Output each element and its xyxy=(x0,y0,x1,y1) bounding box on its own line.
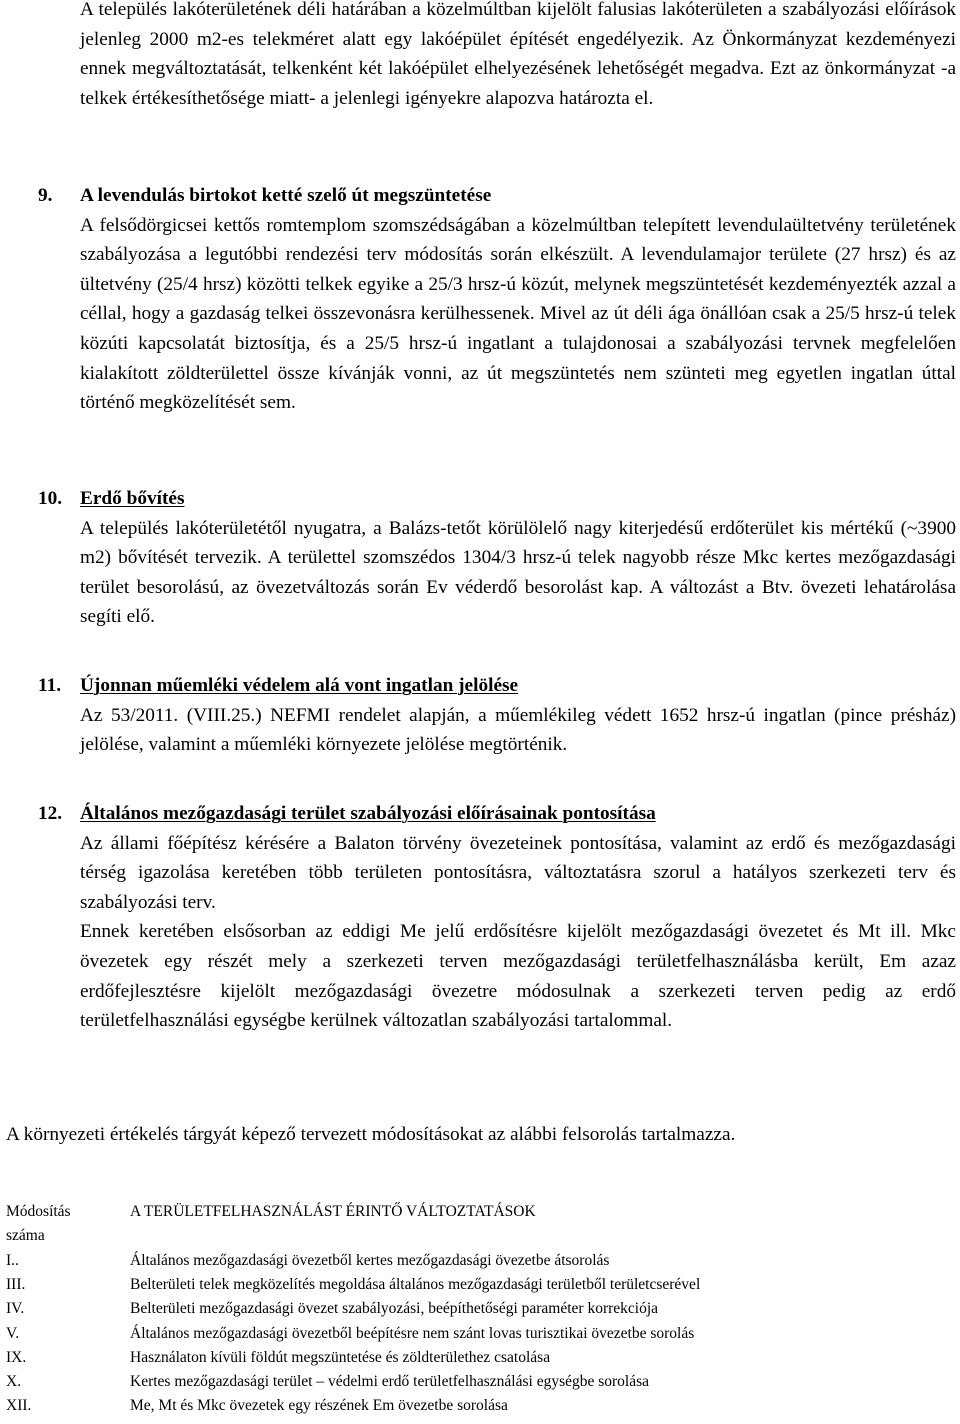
section-body: Az állami főépítész kérésére a Balaton törvény övezeteinek pontosítása, valamint az erdő és mezőgazdasági térség igazolása keretében több területen pontosításra, változtatásra szorul a hatályos szerkezeti terv és szabályozási terv. xyxy=(80,832,956,913)
section-title: Erdő bővítés xyxy=(80,488,185,509)
row-description: Me, Mt és Mkc övezetek egy részének Em övezetbe sorolása xyxy=(130,1397,508,1415)
row-number: XII. xyxy=(6,1397,32,1415)
section-9 xyxy=(38,181,956,418)
intro-paragraph: A település lakóterületének déli határában a közelmúltban kijelölt falusias lakóterületen a szabályozási előírások jelenleg 2000 m2-es telekméret alatt egy lakóépület építését engedélyezik. Az Önkormányzat kezdeményezi ennek megváltoztatását, telkenként két lakóépület elhelyezésének lehetőségét megadva. Ezt az önkormányzat -a telkek értékesíthetősége miatt- a jelenlegi igényekre alapozva határozta el. xyxy=(80,0,956,109)
header-col2: A TERÜLETFELHASZNÁLÁST ÉRINTŐ VÁLTOZTATÁSOK xyxy=(130,1203,536,1220)
section-heading xyxy=(38,799,956,829)
section-body: A felsődörgicsei kettős romtemplom szomszédságában a közelmúltban telepített levendulaültetvény területének szabályozása a legutóbbi rendezési terv módosítás során elkészült. A levendulamajor területe (27 hrsz) és az ültetvény (25/4 hrsz) közötti telkek egyike a 25/3 hrsz-ú közút, melynek megszüntetését kezdeményezték azzal a céllal, hogy a gazdaság telkei összevonásra kerülhessenek. Mivel az út déli ága önállóan csak a 25/5 hrsz-ú telek közúti kapcsolatát biztosítja, és a 25/5 hrsz-ú ingatlant a tulajdonosai a szabályozási tervnek megfelelően kialakított zöldterülettel össze kívánják vonni, az út megszüntetés nem szünteti meg egyetlen ingatlan úttal történő megközelítését sem. xyxy=(80,214,956,414)
row-number: IX. xyxy=(6,1348,27,1366)
row-number: IV. xyxy=(6,1300,25,1318)
section-number: 11. xyxy=(38,675,62,696)
section-title: A levendulás birtokot ketté szelő út megszüntetése xyxy=(80,185,492,206)
header-col1-line1: Módosítás xyxy=(6,1203,71,1220)
section-heading xyxy=(38,484,956,514)
section-title: Általános mezőgazdasági terület szabályozási előírásainak pontosítása xyxy=(80,803,656,824)
section-body-continued: Ennek keretében elsősorban az eddigi Me jelű erdősítésre kijelölt mezőgazdasági övezetet és Mt ill. Mkc övezetek egy részét mely a szerkezeti terven mezőgazdasági területfelhasználásba került, Em azaz erdőfejlesztésre kijelölt mezőgazdasági övezetre módosulnak a szerkezeti terven pedig az erdő területfelhasználási egységbe kerülnek változatlan szabályozási tartalommal. xyxy=(80,921,956,1032)
section-number: 10. xyxy=(38,488,63,509)
section-body: Az 53/2011. (VIII.25.) NEFMI rendelet alapján, a műemlékileg védett 1652 hrsz-ú ingatlan (pince présház) jelölése, valamint a műemléki környezete jelölése megtörténik. xyxy=(80,704,956,756)
row-number: III. xyxy=(6,1276,26,1294)
section-12 xyxy=(38,799,956,1036)
section-heading xyxy=(38,185,491,206)
row-description: Belterületi telek megközelítés megoldása általános mezőgazdasági területből területcserével xyxy=(130,1276,701,1294)
row-description: Általános mezőgazdasági övezetből beépítésre nem szánt lovas turisztikai övezetbe sorolás xyxy=(130,1324,695,1342)
section-11 xyxy=(38,671,956,760)
section-heading xyxy=(38,671,956,701)
row-description: Belterületi mezőgazdasági övezet szabályozási, beépíthetőségi paraméter korrekciója xyxy=(130,1300,659,1318)
row-number: I.. xyxy=(6,1252,19,1269)
header-col1-line2: száma xyxy=(6,1227,45,1244)
section-body: A település lakóterületétől nyugatra, a Balázs-tetőt körülölelő nagy kiterjedésű erdőterület kis mértékű (~3900 m2) bővítését tervezik. A területtel szomszédos 1304/3 hrsz-ú telek nagyobb része Mkc kertes mezőgazdasági terület besorolású, az övezetváltozás során Ev véderdő besorolást kap. A változást a Btv. övezeti lehatárolása segíti elő. xyxy=(80,517,956,628)
row-description: Általános mezőgazdasági övezetből kertes mezőgazdasági övezetbe átsorolás xyxy=(130,1252,610,1269)
row-description: Használaton kívüli földút megszüntetése és zöldterülethez csatolása xyxy=(130,1348,551,1366)
row-description: Kertes mezőgazdasági terület – védelmi erdő területfelhasználási egységbe sorolása xyxy=(130,1373,650,1390)
summary-paragraph: A környezeti értékelés tárgyát képező tervezett módosításokat az alábbi felsorolás tartalmazza. xyxy=(6,1124,736,1145)
section-title: Újonnan műemléki védelem alá vont ingatlan jelölése xyxy=(80,675,519,696)
section-10 xyxy=(38,484,956,632)
row-number: V. xyxy=(6,1324,20,1342)
section-number: 9. xyxy=(38,185,53,206)
section-number: 12. xyxy=(38,803,63,824)
row-number: X. xyxy=(6,1373,22,1390)
